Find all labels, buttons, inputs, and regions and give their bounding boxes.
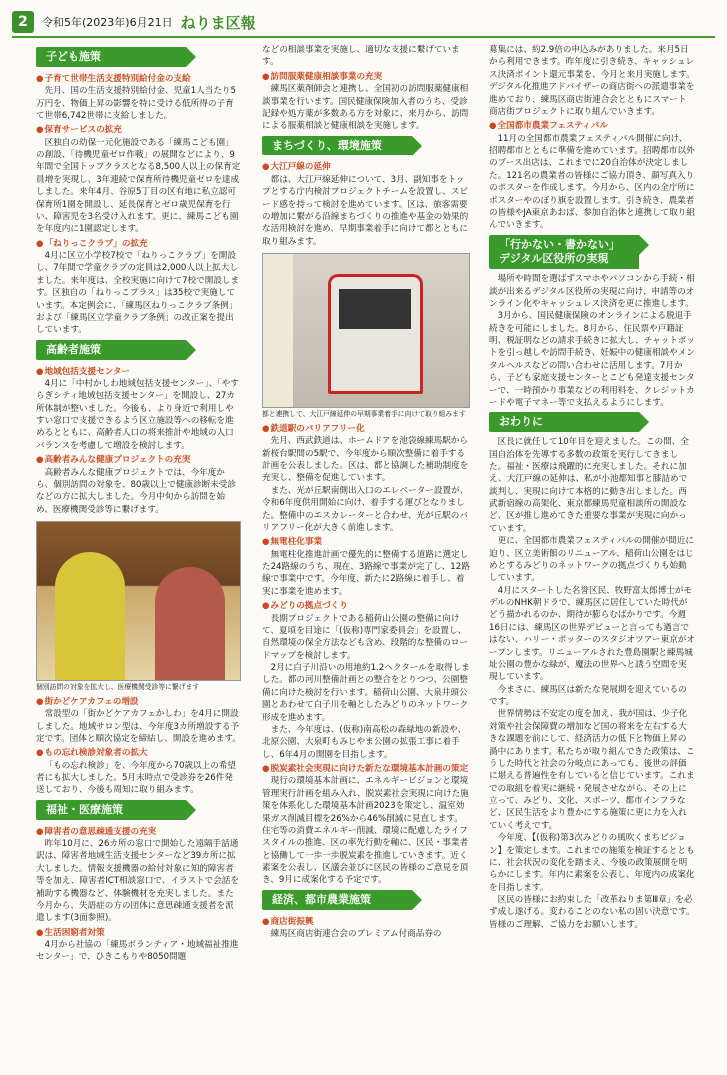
paragraph: 更に、全国都市農業フェスティバルの開催が間近に迫り、区立美術館のリニューアル、稲荷山公園をはじめとするみどりのネットワークの拠点づくりも始動しています。 [489,536,694,584]
page-number: 2 [12,11,34,33]
issue-date: 令和5年(2023年)6月21日 [42,16,173,29]
subheading: ● 子育て世帯生活支援特別給付金の支給 [36,73,241,85]
section-heading: まちづくり、環境施策 [262,136,412,156]
column-3 [489,44,695,1067]
paragraph: 11月の全国都市農業フェスティバル開催に向け、招聘都市とともに準備を進めています。招聘都市以外のブース出店は、これまでに20自治体が決定しました。121名の農業者の皆様にご協力頂き、顔写真入りのポスターを作成します。今月から、区内の全庁所にポスターやのぼり旗を設置します。引き続き、農業者の皆様やJA東京あおば、参加自治体と連携して取り組んでいきます。 [489,133,695,231]
subheading: ● 高齢者みんな健康プロジェクトの充実 [36,454,241,466]
paragraph: 都は、大江戸線延伸について、3月、副知事をトップとする庁内検討プロジェクトチームを設置し、スピード感を持って検討を進めています。区は、旅客需要の増加に繋がる沿線まちづくりの推進や基金の効果的な活用検討を進め、早期事業着手に向けて都とともに取り組みます。 [262,174,469,247]
paragraph: 区独自の幼保一元化施設である「練馬こども園」の創設、「待機児童ゼロ作戦」の展開などにより、9年間で全国トップクラスとなる8,500人以上の保育定員増を実現し、3年連続で保育所待機児童ゼロを達成しました。来年4月、谷原5丁目の区有地に私立認可保育所1園を開設し、延長保育とゼロ歳児保育を行い、障害児を3名受け入れます。更に、練馬こども園を年度内に1園認定します。 [36,137,241,235]
paragraph: 4月にスタートした名誉区民、牧野富太郎博士がモデルのNHK朝ドラで、練馬区に居住していた時代がどう描かれるのか、期待が膨らむばかりです。今週16日には、練馬区の世界デビューと言っても過言ではない、ハリー・ポッターのスタジオツアー東京がオープンします。リニューアルされた豊島園駅と練馬城址公園の豊かな緑が、魔法の世界へと誘う空間を実現しています。 [489,585,695,683]
section-heading: おわりに [489,412,639,432]
section-heading: 福祉・医療施策 [36,800,186,820]
subheading: ● 無電柱化事業 [262,536,470,548]
paragraph: 場所や時間を選ばずスマホやパソコンから手続・相談が出来るデジタル区役所の実現に向け、申請等のオンライン化やキャッシュレス決済を更に推進します。 [489,274,695,309]
subheading: ● もの忘れ検診対象者の拡大 [36,747,241,759]
paragraph: 2月に白子川沿いの用地約1.2ヘクタールを取得しました。都の河川整備計画との整合をとりつつ、公園整備に向けた検討を行います。稲荷山公園、大泉井頭公園とあわせて白子川を軸としたみどりのネットワーク形成を進めます。 [262,663,470,723]
section-heading [489,235,639,270]
subheading: ● 地域包括支援センター [36,366,241,378]
home-visit-photo [36,521,241,681]
paragraph: 練馬区商店街連合会のプレミアム付商品券の [270,928,442,939]
paragraph: 無電柱化推進計画で優先的に整備する道路に選定した24路線のうち、現在、3路線で事業が完了し、12路線で事業中です。今年度、新たに2路線に着手し、着実に事業を進めます。 [262,549,470,597]
paragraph: 長期プロジェクトである稲荷山公園の整備に向けて、夏頃を目途に「(仮称)専門家委員会」を設置し、自然環境の保全方法なども含め、段階的な整備のロードマップを検討します。 [262,613,468,661]
paragraph: 練馬区薬剤師会と連携し、全国初の訪問服薬健康相談事業を行います。国民健康保険加入者のうち、受診記録や処方薬が多数ある方を対象に、来月から、訪問による服薬相談と健康相談を実施します。 [262,84,469,132]
paragraph: 高齢者みんな健康プロジェクトでは、今年度から、個別訪問の対象を、80歳以上で健康診断未受診などの方に拡大しました。今月中旬から訪問を始め、医療機関受診等に繋げます。 [36,467,236,515]
paragraph: 区長に就任して10年目を迎えました。この間、全国自治体を先導する多数の政策を実行してきました。福祉・医療は飛躍的に充実しました。それに加え、大江戸線の延伸は、私が小池都知事と膝詰めで談判し、実現に向けて本格的に動き出しました。西武新宿線の高架化、東京都練馬児童相談所の開設など、区が推し進めてきた重要な事業が実現に向かっています。 [489,437,689,534]
train-photo [262,253,470,408]
subheading: ● 大江戸線の延伸 [262,161,470,173]
section-heading: 高齢者施策 [36,340,186,360]
paragraph: などの相談事業を実施し、適切な支援に繋げています。 [262,45,460,68]
subheading: ● 生活困窮者対策 [36,927,241,939]
subheading: ● 脱炭素社会実現に向けた新たな環境基本計画の策定 [262,763,470,775]
column-1 [36,44,241,1067]
paragraph: 現行の環境基本計画に、エネルギービジョンと環境管理実行計画を組み入れ、脱炭素社会実現に向けた施策を体系化した環境基本計画2023を策定し、温室効果ガス削減目標を26%から46%削減に見直します。住宅等の消費エネルギー削減、環境に配慮したライフスタイルの推進、区の率先行動を軸に、区民・事業者と協働して一歩一歩脱炭素を推進していきます。近く素案を公表し、区議会並びに区民の皆様のご意見を頂き、9月に成案化する予定です。 [262,776,469,886]
subheading: ● 保育サービスの拡充 [36,124,241,136]
section-heading: 子ども施策 [36,47,186,67]
section-heading: 経済、都市農業施策 [262,890,412,910]
column-2 [262,44,470,1067]
subheading: ● 障害者の意思疎通支援の充実 [36,826,241,838]
paragraph: 4月から社協の「練馬ボランティア・地域福祉推進センター」で、ひきこもりや8050問題 [36,940,239,963]
paragraph: 募集には、約2.9倍の申込みがありました。来月5日から利用できます。昨年度に引き続き、キャッシュレス決済ポイント還元事業を、今月と来月実施します。デジタル化推進アドバイザーの商店街への派遣事業を進めており、練馬区商店街連合会とともにスマート商店街プロジェクトに取り組んでいきます。 [489,45,695,117]
subheading: ● 鉄道駅のバリアフリー化 [262,423,470,435]
paragraph: 今年度、【(仮称)第3次みどりの風吹くまちビジョン】を策定します。これまでの施策を検証するとともに、社会状況の変化を踏まえ、今後の政策展開を明らかにします。年内に素案を公表し、年度内の成案化を目指します。 [489,833,695,893]
newsletter-title: ねりま区報 [180,13,256,32]
paragraph: 「もの忘れ検診」を、今年度から70歳以上の希望者にも拡大しました。5月末時点で受診券を26件発送しており、今後も周知に取り組みます。 [36,760,236,796]
section-heading-line-2: デジタル区役所の実現 [499,251,609,265]
paragraph: 4月に区立小学校7校で「ねりっこクラブ」を開設し、7年間で学童クラブの定員は2,000人以上拡大しました。来年度は、全校実施に向けて7校で開設します。区独自の「ねりっこプラス」は35校で実施しています。本定例会に、「練馬区ねりっこクラブ条例」および「練馬区立学童クラブ条例」の改正案を提出しています。 [36,251,240,336]
paragraph: 今まさに、練馬区は新たな発展期を迎えているのです。 [489,684,687,708]
paragraph: 昨年10月に、26カ所の窓口で開始した遠隔手話通訳は、障害者地域生活支援センターなど39カ所に拡大しました。情報支援機器の給付対象に知的障害者等を加え、障害者ICT相談窓口で、イラストで会話を補助する機器など、体験機材を充実しました。また今月から、失語症の方の団体に意思疎通支援者を派遣します(3面参照)。 [36,839,239,924]
paragraph: 常設型の「街かどケアカフェかしわ」を4月に開設しました。地域サロン型は、今年度3カ所増設する予定です。団体と順次協定を締結し、開設を進めます。 [36,709,241,744]
subheading: ● 商店街振興 [262,916,470,928]
section-heading-line-1: 「行かない・書かない」 [499,237,620,251]
subheading: ● みどりの拠点づくり [262,600,470,612]
subheading: ● 全国都市農業フェスティバル [489,120,695,132]
paragraph: 世界情勢は不安定の度を加え、我が国は、少子化対策や社会保障費の増加など国の将来を左右する大きな課題を前にして、経済活力の低下と物価上昇の渦中にあります。私たちが取り組んできた政策は、こうした時代と社会の分岐点にあっても、後世の評価に堪える普遍性を有していると信じています。これまでの取組を着実に継続・発展させながら、その上に立って、みどり、文化、スポーツ、都市インフラなど、区民生活をより豊かにする施策に更に力を入れていく考えです。 [489,709,695,831]
subheading: ● 「ねりっこクラブ」の拡充 [36,238,241,250]
photo-caption: 個別訪問の対象を拡大し、医療機関受診等に繋げます [36,683,200,692]
paragraph: 4月に「中村かしわ地域包括支援センター」、「やすらぎシティ地域包括支援センター」を開設し、27カ所体制が整いました。今後も、より身近で利用しやすい窓口で支援できるよう区立施設等への移転を進めるとともに、高齢者人口の将来推計や地域の人口バランスを考慮して増設を検討します。 [36,378,239,451]
paragraph: また、光が丘駅南側出入口のエレベーター設置が、令和6年度供用開始に向け、着手する運びとなりました。整備中のエスカレーターと合わせ、光が丘駅のバリアフリー化が大きく前進します。 [262,485,469,533]
subheading: ● 訪問服薬健康相談事業の充実 [262,71,470,83]
paragraph: 区民の皆様にお約束した「改革ねりま第Ⅲ章」を必ず成し遂げる。変わることのない私の固い決意です。皆様のご理解、ご協力をお願いします。 [489,895,695,930]
paragraph: 先月、国の生活支援特別給付金、児童1人当たり5万円を、物価上昇の影響を特に受ける低所得の子育て世帯6,742世帯に支給しました。 [36,86,236,121]
page-header [12,8,715,38]
paragraph: 3月から、国民健康保険のオンラインによる脱退手続きを可能にしました。8月から、住民票や戸籍証明、税証明などの請求手続きに拡大し、チャットボットを引っ越しや訪問手続き、妊娠中の健康相談やメンタルヘルスなどの問い合わせに活用します。7月から、子ども家庭支援センターとこども発達支援センターで、一時預かり事業などの利用料を、クレジットカードや電子マネー等で支払えるようにします。 [489,311,695,408]
paragraph: 先月、西武鉄道は、ホームドアを池袋線練馬駅から新桜台駅間の5駅で、今年度から順次整備に着手する計画を公表しました。区は、都と協調した補助制度を充実し、整備を促進しています。 [262,436,469,484]
paragraph: また、今年度は、(仮称)南高松の森緑地の新設や、北原公園、大泉町もみじやま公園の拡張工事に着手し、6年4月の開園を目指します。 [262,724,467,760]
photo-caption: 都と連携して、大江戸線延伸の早期事業着手に向けて取り組みます [262,410,466,419]
subheading: ● 街かどケアカフェの増設 [36,696,241,708]
